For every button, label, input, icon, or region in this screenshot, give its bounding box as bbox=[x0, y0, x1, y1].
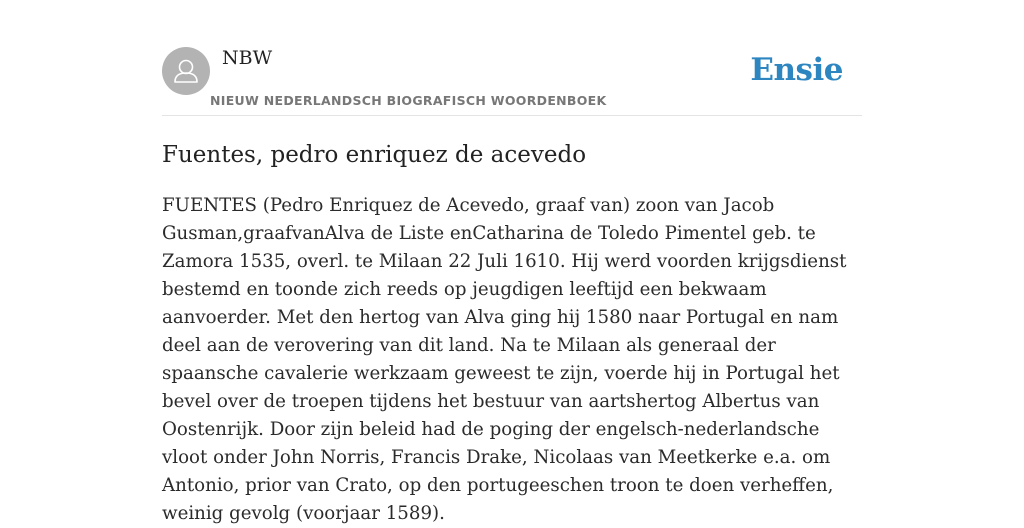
brand-logo[interactable]: Ensie bbox=[750, 52, 843, 88]
page bbox=[162, 0, 862, 524]
user-silhouette-icon bbox=[162, 47, 210, 95]
source-name[interactable]: NBW bbox=[222, 47, 273, 69]
article-title: Fuentes, pedro enriquez de acevedo bbox=[162, 142, 587, 168]
source-avatar[interactable] bbox=[162, 47, 210, 95]
source-header bbox=[162, 0, 862, 116]
source-full-name: NIEUW NEDERLANDSCH BIOGRAFISCH WOORDENBOEK bbox=[210, 93, 607, 108]
article-body: FUENTES (Pedro Enriquez de Acevedo, graaf van) zoon van Jacob Gusman,graafvanAlva de Liste enCatharina de Toledo Pimentel geb. te Zamora 1535, overl. te Milaan 22 Juli 1610. Hij werd voorden krijgsdienst bestemd en toonde zich reeds op jeugdigen leeftijd een bekwaam aanvoerder. Met den hertog van Alva ging hij 1580 naar Portugal en nam deel aan de verovering van dit land. Na te Milaan als generaal der spaansche cavalerie werkzaam geweest te zijn, voerde hij in Portugal het bevel over de troepen tijdens het bestuur van aartshertog Albertus van Oostenrijk. Door zijn beleid had de poging der engelsch-nederlandsche vloot onder John Norris, Francis Drake, Nicolaas van Meetkerke e.a. om Antonio, prior van Crato, op den portugeeschen troon te doen verheffen, weinig gevolg (voorjaar 1589). bbox=[162, 195, 847, 524]
